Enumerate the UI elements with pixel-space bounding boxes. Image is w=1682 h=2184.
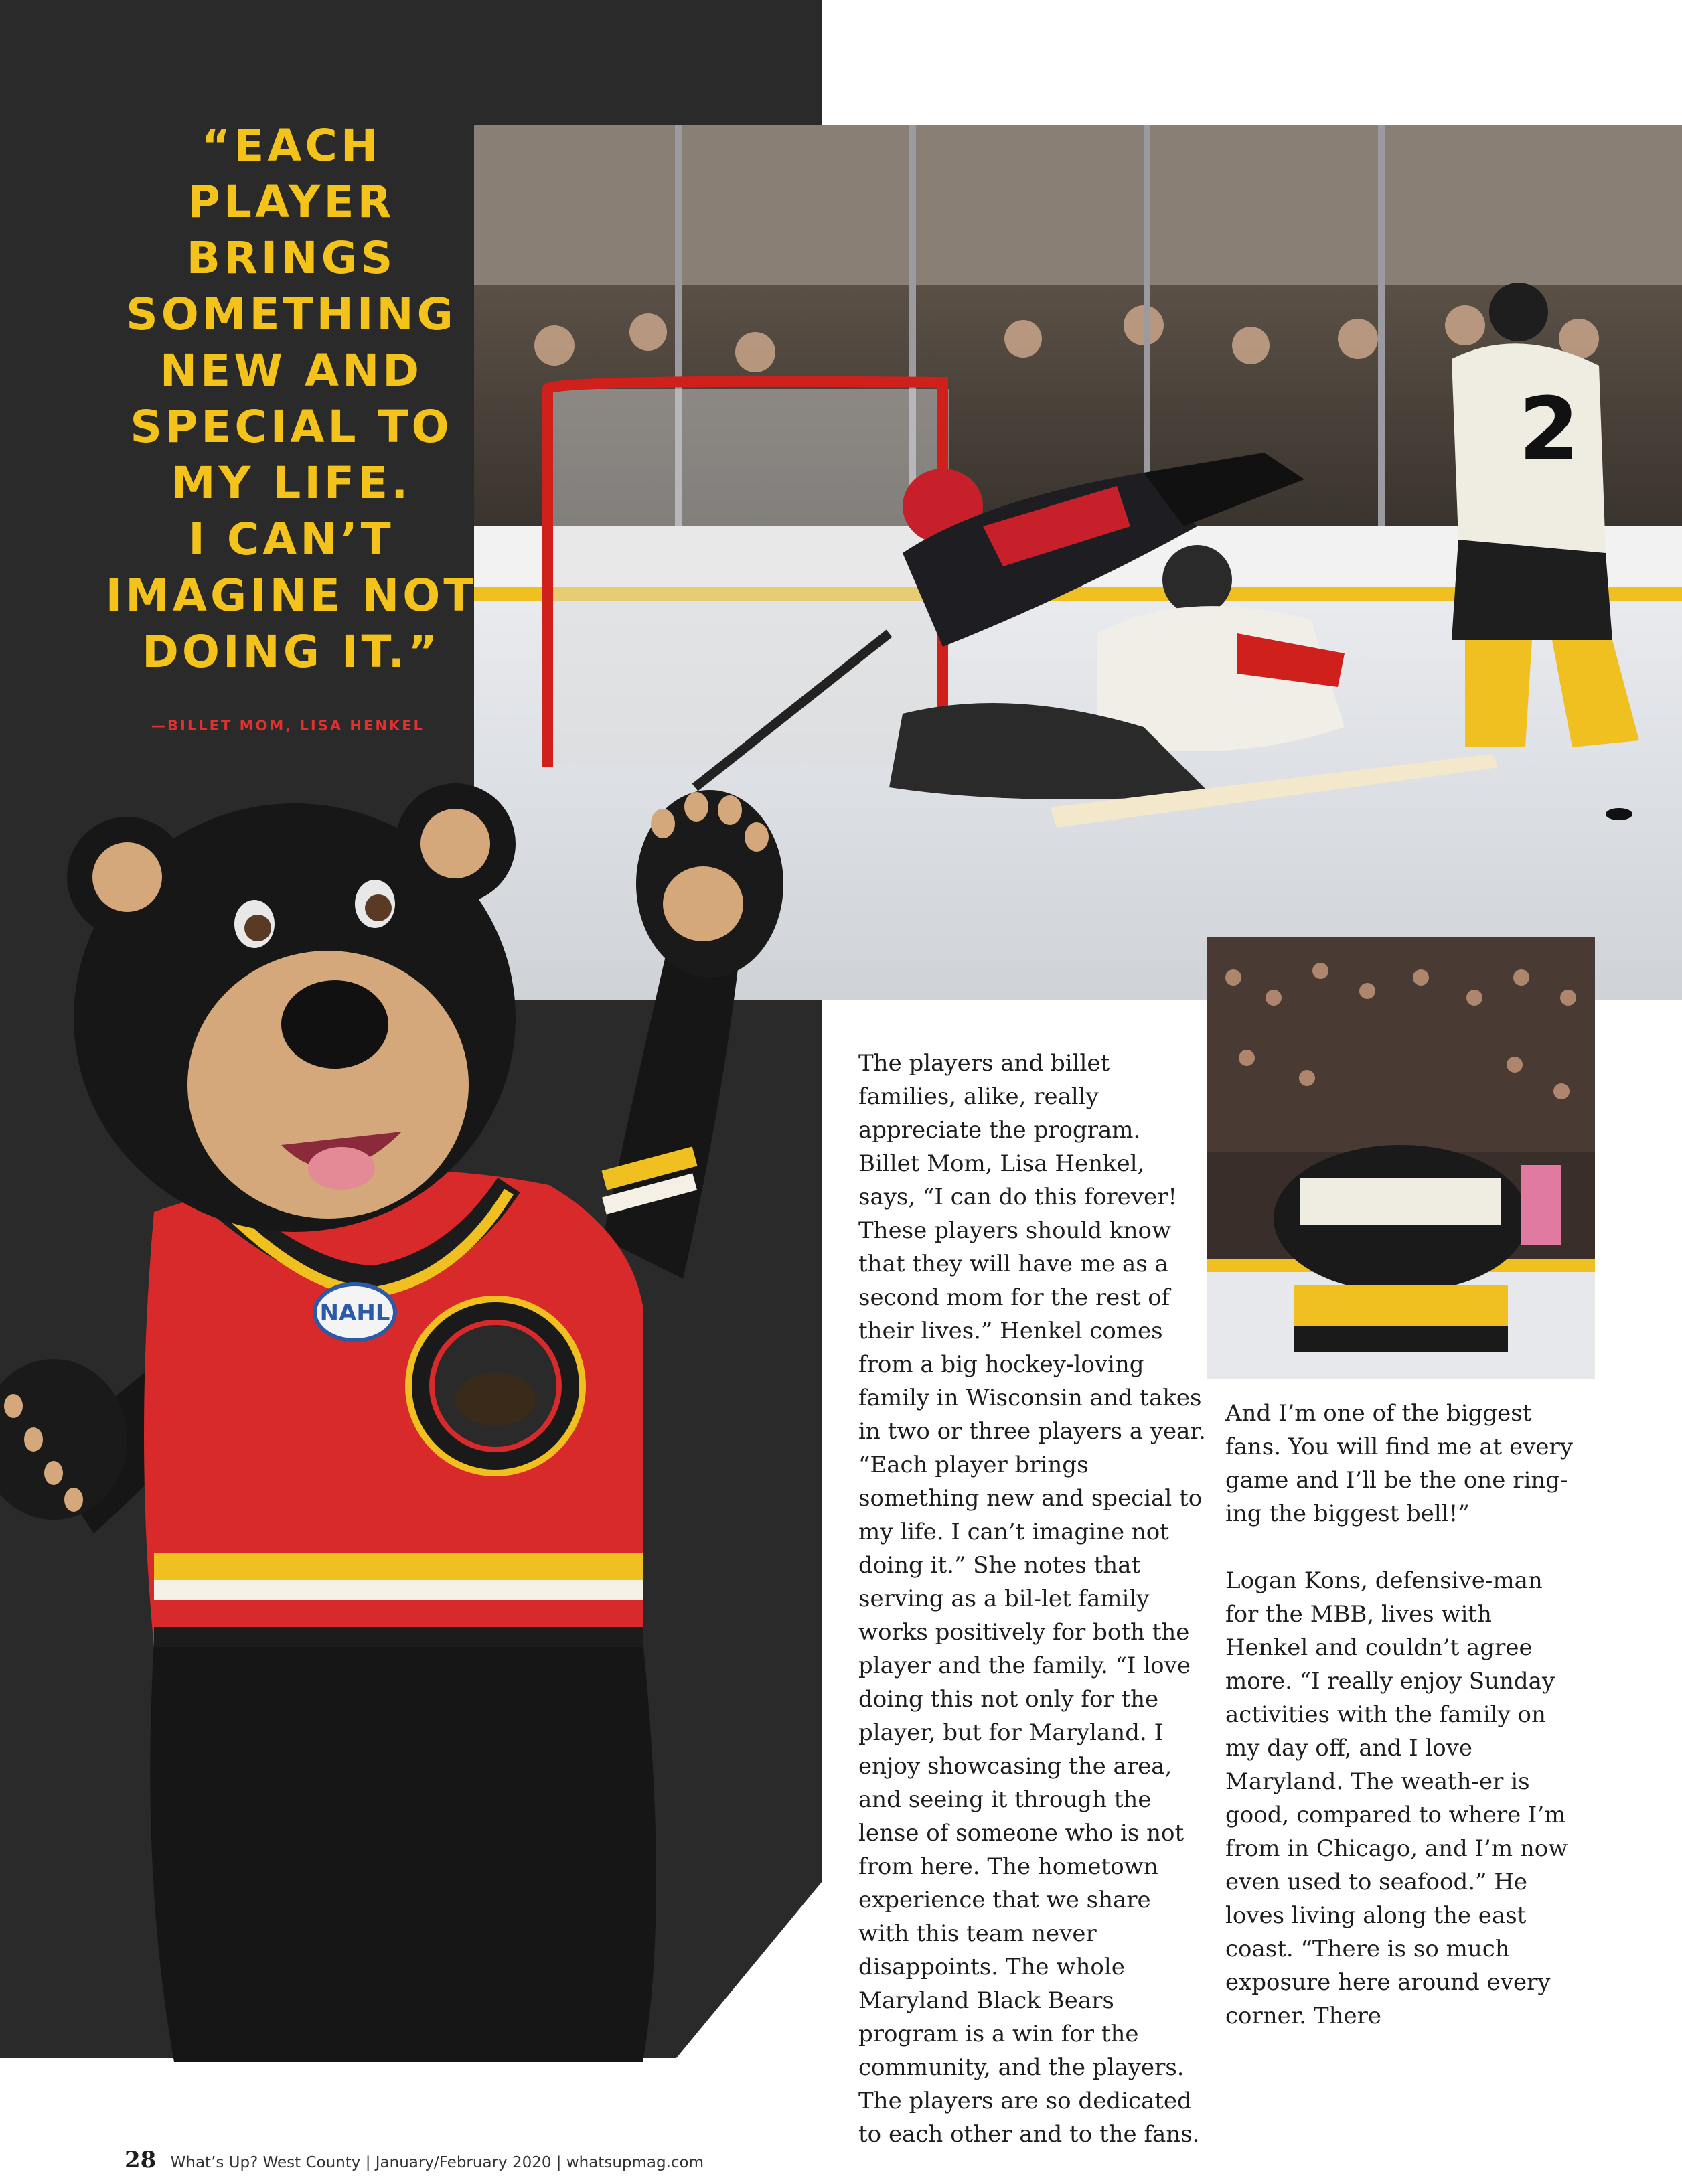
svg-text:2: 2: [1519, 378, 1580, 480]
pull-quote-line: I CAN’T: [188, 514, 394, 565]
pull-quote-line: SPECIAL TO: [130, 401, 453, 453]
pull-quote-line: “EACH: [201, 120, 382, 171]
svg-text:NAHL: NAHL: [319, 1300, 390, 1326]
pull-quote-line: DOING IT.”: [142, 626, 441, 678]
pull-quote: [100, 118, 482, 680]
pull-quote-line: PLAYER: [187, 176, 395, 228]
pull-quote-line: IMAGINE NOT: [105, 570, 477, 621]
page-footer: [125, 2147, 704, 2173]
article-paragraph: And I’m one of the biggest fans. You will find me at every game and I’ll be the one ring-ing the biggest bell!”: [1225, 1400, 1573, 1527]
pull-quote-attribution: —BILLET MOM, LISA HENKEL: [151, 718, 425, 734]
pull-quote-line: MY LIFE.: [171, 457, 412, 509]
pull-quote-line: SOMETHING: [126, 289, 457, 340]
pull-quote-line: NEW AND: [159, 345, 423, 396]
article-column-1: [858, 1046, 1207, 2151]
footer-publication-info: What’s Up? West County | January/February 2020 | whatsupmag.com: [170, 2154, 704, 2171]
bear-mascot-in-maryland-jersey: [0, 770, 817, 2062]
pull-quote-line: BRINGS: [186, 232, 396, 284]
article-column-2: [1225, 1397, 1574, 2066]
article-paragraph: The players and billet families, alike, really appreciate the program. Billet Mom, Lisa Henkel, says, “I can do this forever! These players should know that they will have me as a second mom for the rest of their lives.” Henkel comes from a big hockey-loving family in Wisconsin and takes in two or three players a year. “Each player brings something new and special to my life. I can’t imagine not doing it.” She notes that serving as a bil-let family works positively for both the player and the family. “I love doing this not only for the player, but for Maryland. I enjoy showcasing the area, and seeing it through the lense of someone who is not from here. The hometown experience that we share with this team never disappoints. The whole Maryland Black Bears program is a win for the community, and the players. The players are so dedicated to each other and to the fans.: [858, 1050, 1206, 2148]
page-number: 28: [125, 2147, 157, 2173]
article-paragraph: Logan Kons, defensive-man for the MBB, lives with Henkel and couldn’t agree more. “I really enjoy Sunday activities with the family on my day off, and I love Maryland. The weath-er is good, compared to where I’m from in Chicago, and I’m now even used to seafood.” He loves living along the east coast. “There is so much exposure here around every corner. There: [1225, 1567, 1568, 2029]
team-huddle-celebration-photo: [1207, 937, 1595, 1379]
